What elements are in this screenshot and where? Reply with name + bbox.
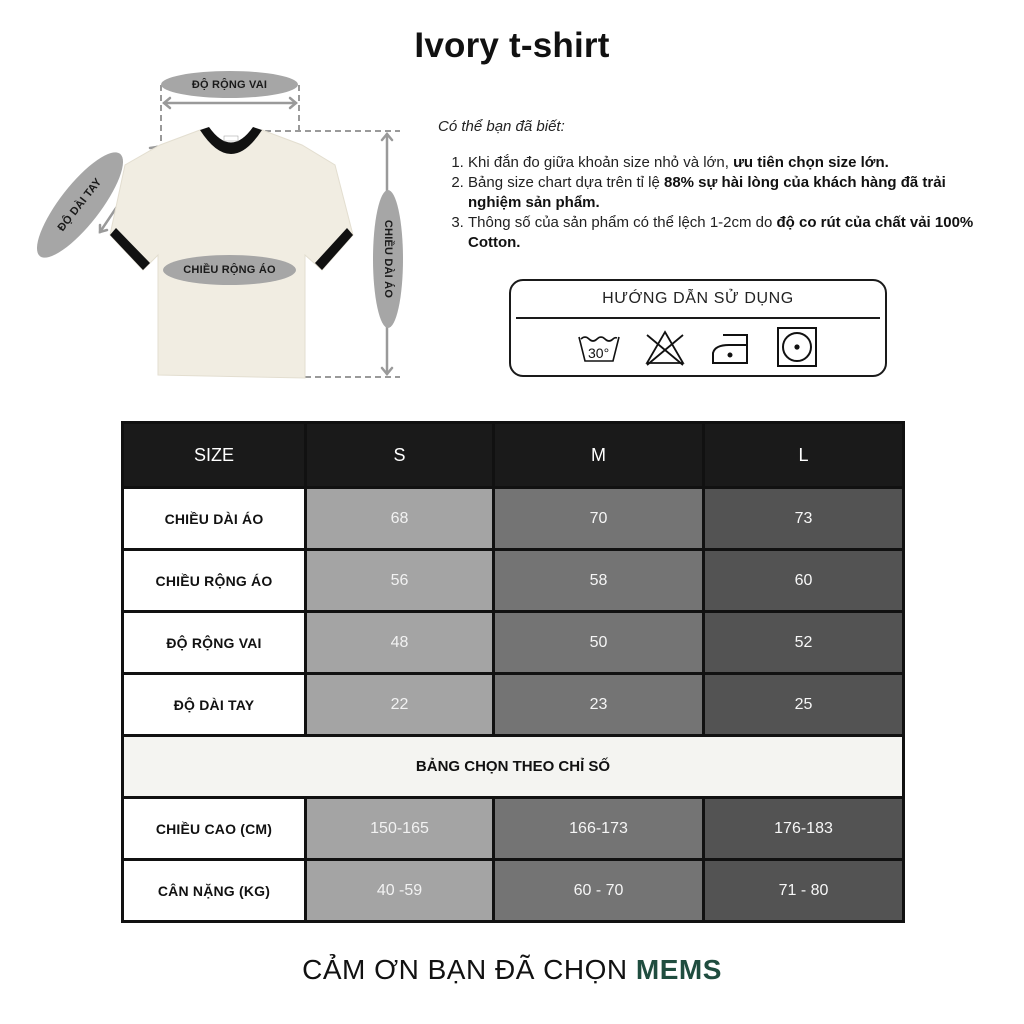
table-row bbox=[123, 612, 904, 674]
tshirt-illustration bbox=[40, 60, 420, 390]
table-row bbox=[123, 488, 904, 550]
tip-text: Bảng size chart dựa trên tỉ lệ bbox=[468, 174, 664, 191]
row-label: ĐỘ DÀI TAY bbox=[123, 674, 306, 736]
iron-low-icon bbox=[709, 327, 753, 367]
cell-l: 52 bbox=[704, 612, 904, 674]
tips-heading: Có thể bạn đã biết: bbox=[438, 118, 565, 135]
cell-l: 60 bbox=[704, 550, 904, 612]
tips-section bbox=[438, 118, 978, 253]
footer-thanks bbox=[0, 954, 1024, 986]
cell-s: 48 bbox=[306, 612, 494, 674]
measurement-diagram bbox=[40, 60, 420, 390]
body-length-label bbox=[373, 190, 403, 328]
tip-item bbox=[468, 173, 978, 213]
header-s: S bbox=[306, 423, 494, 488]
cell-m: 70 bbox=[494, 488, 704, 550]
tip-item bbox=[468, 213, 978, 253]
cell-s: 40 -59 bbox=[306, 860, 494, 922]
shoulder-width-text: ĐỘ RỘNG VAI bbox=[191, 78, 268, 91]
tip-emphasis: độ co rút của chất vải 100% Cotton. bbox=[468, 214, 974, 251]
shoulder-width-label bbox=[161, 71, 298, 98]
chest-width-label bbox=[163, 255, 296, 285]
svg-text:30°: 30° bbox=[588, 345, 610, 361]
chest-width-text: CHIỀU RỘNG ÁO bbox=[183, 264, 276, 276]
tip-emphasis: ưu tiên chọn size lớn. bbox=[733, 154, 889, 171]
cell-l: 71 - 80 bbox=[704, 860, 904, 922]
cell-m: 60 - 70 bbox=[494, 860, 704, 922]
cell-s: 150-165 bbox=[306, 798, 494, 860]
tumble-dry-icon bbox=[775, 327, 819, 367]
row-label: ĐỘ RỘNG VAI bbox=[123, 612, 306, 674]
table-header-row bbox=[123, 423, 904, 488]
section-row bbox=[123, 736, 904, 798]
row-label: CHIỀU DÀI ÁO bbox=[123, 488, 306, 550]
tip-text: Khi đắn đo giữa khoản size nhỏ và lớn, bbox=[468, 154, 734, 171]
brand-name: MEMS bbox=[635, 954, 722, 985]
tips-list bbox=[438, 153, 978, 253]
table-row bbox=[123, 550, 904, 612]
header-m: M bbox=[494, 423, 704, 488]
cell-m: 23 bbox=[494, 674, 704, 736]
tip-text: Thông số của sản phẩm có thể lệch 1-2cm do bbox=[468, 214, 777, 231]
no-bleach-icon bbox=[643, 327, 687, 367]
body-length-text: CHIỀU DÀI ÁO bbox=[382, 219, 394, 299]
tip-item bbox=[468, 153, 978, 173]
care-icons bbox=[511, 327, 885, 367]
table-row bbox=[123, 674, 904, 736]
page-title: Ivory t-shirt bbox=[414, 26, 610, 65]
tip-emphasis: 88% sự hài lòng của khách hàng đã trải nghiệm sản phẩm. bbox=[468, 174, 946, 211]
cell-l: 176-183 bbox=[704, 798, 904, 860]
wash-30-icon bbox=[577, 327, 621, 367]
cell-s: 56 bbox=[306, 550, 494, 612]
size-chart-table bbox=[121, 421, 905, 923]
row-label: CHIỀU RỘNG ÁO bbox=[123, 550, 306, 612]
cell-m: 58 bbox=[494, 550, 704, 612]
cell-l: 73 bbox=[704, 488, 904, 550]
cell-s: 22 bbox=[306, 674, 494, 736]
row-label: CHIỀU CAO (CM) bbox=[123, 798, 306, 860]
cell-m: 166-173 bbox=[494, 798, 704, 860]
table-row bbox=[123, 860, 904, 922]
header-size: SIZE bbox=[123, 423, 306, 488]
table-row bbox=[123, 798, 904, 860]
divider bbox=[516, 317, 880, 319]
sleeve-length-text: ĐỘ DÀI TAY bbox=[55, 176, 105, 234]
cell-m: 50 bbox=[494, 612, 704, 674]
cell-s: 68 bbox=[306, 488, 494, 550]
cell-l: 25 bbox=[704, 674, 904, 736]
header-l: L bbox=[704, 423, 904, 488]
care-title: HƯỚNG DẪN SỬ DỤNG bbox=[602, 290, 794, 307]
footer-text: CẢM ƠN BẠN ĐÃ CHỌN bbox=[302, 954, 628, 985]
row-label: CÂN NẶNG (KG) bbox=[123, 860, 306, 922]
section-title: BẢNG CHỌN THEO CHỈ SỐ bbox=[123, 736, 904, 798]
care-instructions-box bbox=[509, 279, 887, 377]
